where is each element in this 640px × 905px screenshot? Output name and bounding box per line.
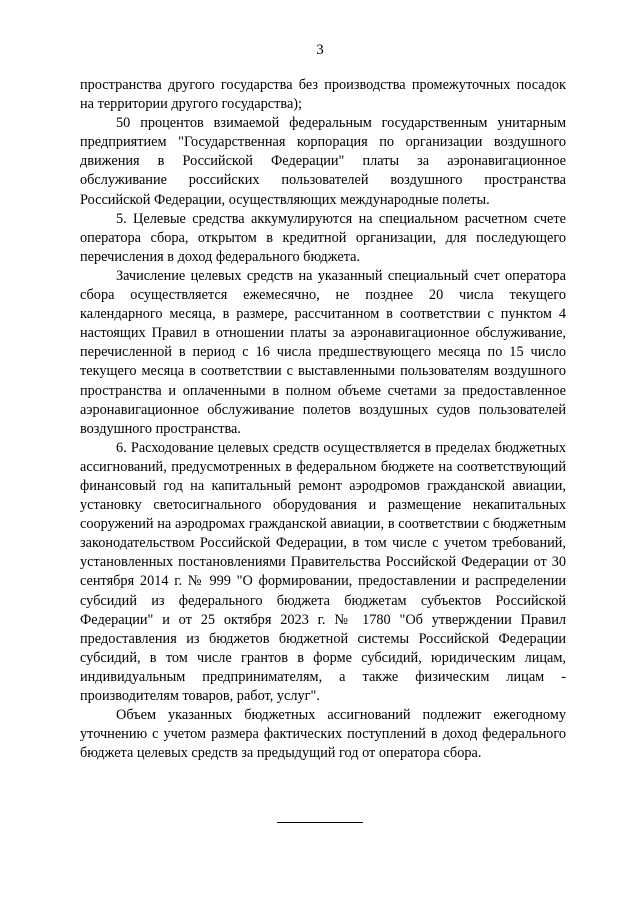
paragraph-fifty-percent: 50 процентов взимаемой федеральным государственным унитарным предприятием "Государственная корпорация по организации воздушного движения в Российской Федерации" платы за аэронавигационное обслуживание российских пользователей воздушного пространства Российской Федерации, осуществляющих международные полеты. <box>80 115 566 208</box>
paragraph-item-6: 6. Расходование целевых средств осуществляется в пределах бюджетных ассигнований, предусмотренных в федеральном бюджете на соответствующий финансовый год на капитальный ремонт аэродромов гражданской авиации, установку светосигнального оборудования и размещение некапитальных сооружений на аэродромах гражданской авиации, в соответствии с бюджетным законодательством Российской Федерации, в том числе с учетом требований, установленных постановлениями Правительства Российской Федерации от 30 сентября 2014 г. № 999 "О формировании, предоставлении и распределении субсидий из федерального бюджета бюджетам субъектов Российской Федерации" и от 25 октября 2023 г. № 1780 "Об утверждении Правил предоставления из бюджетов бюджетной системы Российской Федерации субсидий, в том числе грантов в форме субсидий, юридическим лицам, индивидуальным предпринимателям, а также физическим лицам - производителям товаров, работ, услуг". <box>80 439 566 704</box>
paragraph-continuation: пространства другого государства без производства промежуточных посадок на территории другого государства); <box>80 77 566 113</box>
paragraph-item-5: 5. Целевые средства аккумулируются на специальном расчетном счете оператора сбора, открытом в кредитной организации, для последующего перечисления в доход федерального бюджета. <box>80 210 566 265</box>
page-number: 3 <box>316 42 324 58</box>
document-body <box>80 76 566 763</box>
paragraph-crediting: Зачисление целевых средств на указанный специальный счет оператора сбора осуществляется ежемесячно, не позднее 20 числа текущего календарного месяца, в размере, рассчитанном в соответствии с пунктом 4 настоящих Правил в отношении платы за аэронавигационное обслуживание, перечисленной в период с 16 числа предшествующего месяца по 15 число текущего месяца в соответствии с выставленными пользователям воздушного пространства и оплаченными в полном объеме счетами за предоставленное аэронавигационное обслуживание полетов воздушных судов пользователей воздушного пространства. <box>80 267 566 437</box>
closing-divider <box>277 822 363 823</box>
paragraph-budget-volume: Объем указанных бюджетных ассигнований подлежит ежегодному уточнению с учетом размера фактических поступлений в доход федерального бюджета целевых средств за предыдущий год от оператора сбора. <box>80 707 566 762</box>
